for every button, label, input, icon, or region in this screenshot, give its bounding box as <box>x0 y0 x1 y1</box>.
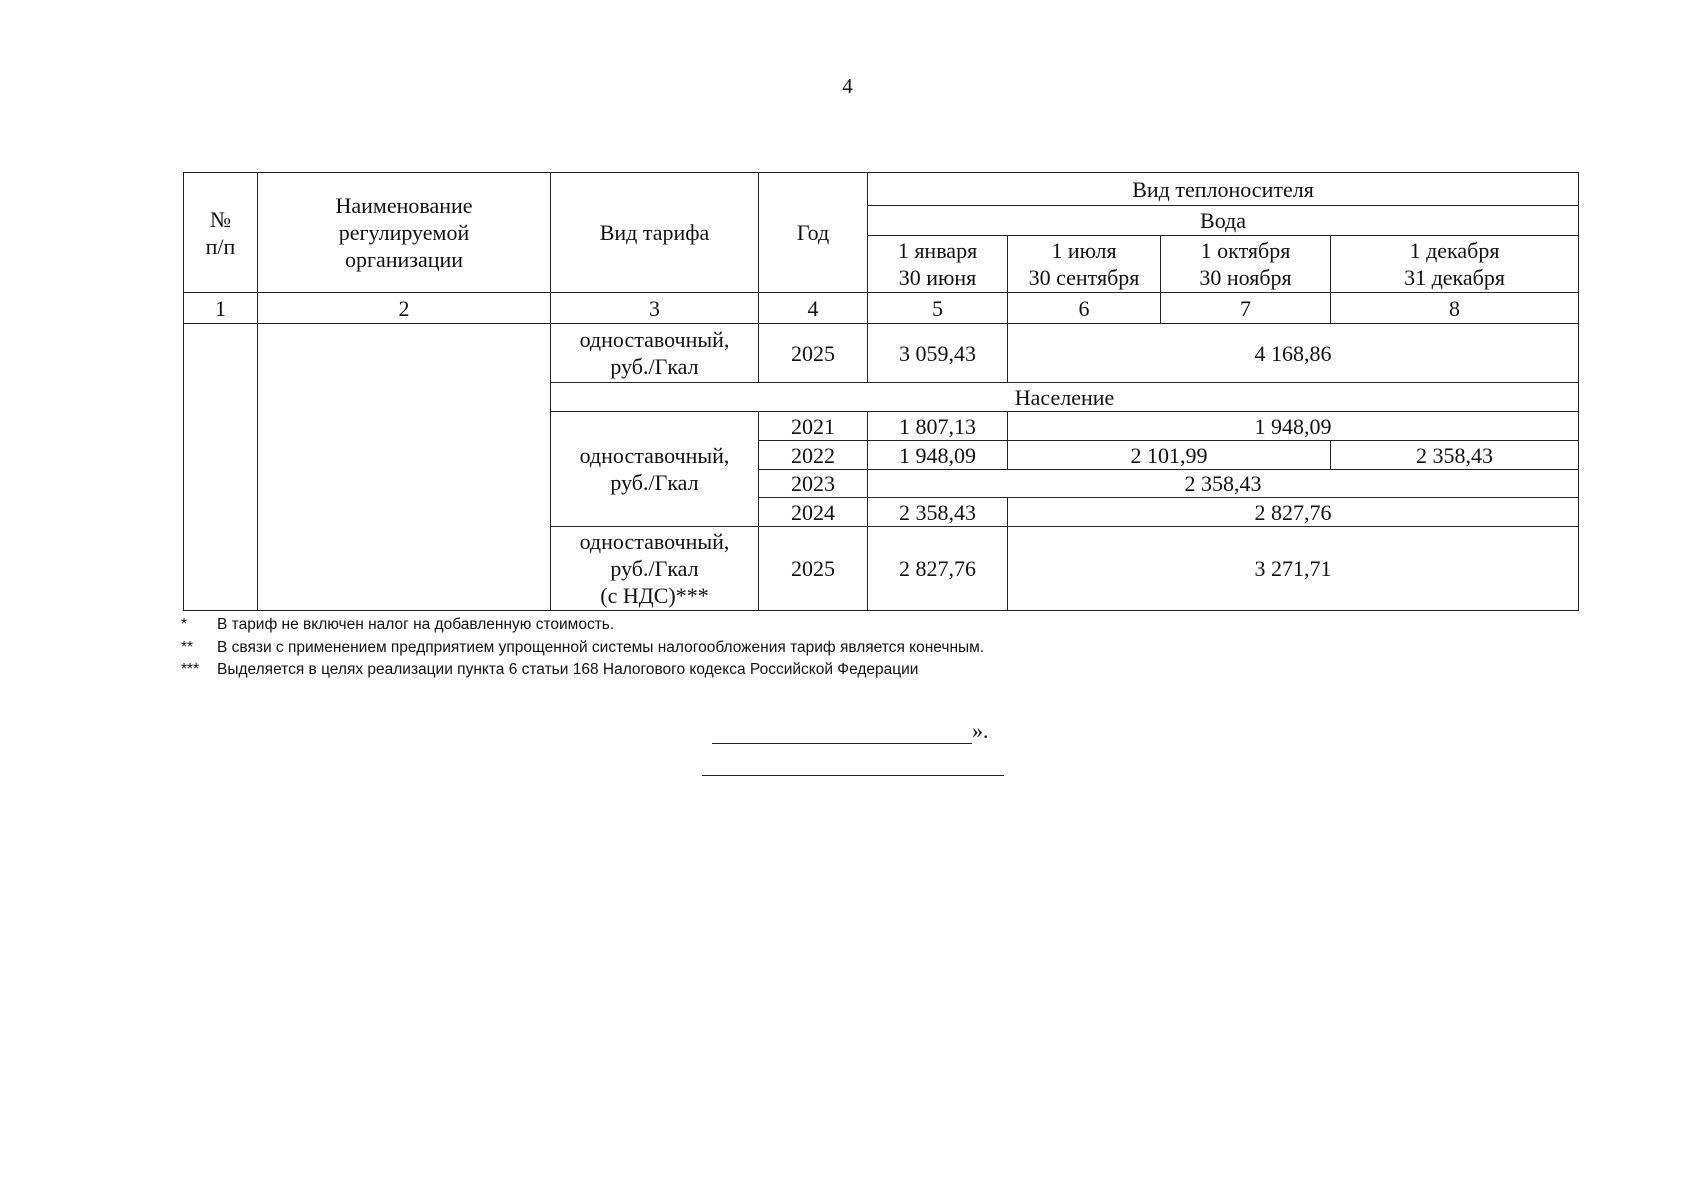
column-number: 1 <box>184 293 258 324</box>
cell-value: 4 168,86 <box>1008 324 1579 383</box>
header-year: Год <box>759 173 868 293</box>
column-number-row <box>184 293 1579 324</box>
cell-value: 1 807,13 <box>868 412 1008 441</box>
cell-value: 3 059,43 <box>868 324 1008 383</box>
cell-year: 2024 <box>759 498 868 527</box>
closing-line <box>712 718 989 744</box>
footnotes <box>181 614 1431 682</box>
footnote <box>181 637 1431 660</box>
column-number: 2 <box>258 293 551 324</box>
footnote-text: Выделяется в целях реализации пункта 6 статьи 168 Налогового кодекса Российской Федерации <box>217 661 919 678</box>
column-number: 5 <box>868 293 1008 324</box>
footnote-mark: * <box>181 616 188 633</box>
column-number: 4 <box>759 293 868 324</box>
cell-year: 2025 <box>759 324 868 383</box>
cell-value: 2 358,43 <box>868 498 1008 527</box>
cell-tariff-type: одноставочный, руб./Гкал <box>551 324 759 383</box>
population-label: Население <box>551 383 1579 412</box>
cell-tariff-type: одноставочный, руб./Гкал <box>551 412 759 527</box>
cell-organization-empty <box>258 324 551 611</box>
column-number: 3 <box>551 293 759 324</box>
footnote <box>181 659 1431 682</box>
cell-value: 1 948,09 <box>868 441 1008 470</box>
closing-quote: ». <box>972 718 989 743</box>
cell-value: 2 827,76 <box>868 527 1008 611</box>
header-number: № п/п <box>184 173 258 293</box>
header-water: Вода <box>868 206 1579 236</box>
header-period-1: 1 января 30 июня <box>868 236 1008 293</box>
cell-value: 1 948,09 <box>1008 412 1579 441</box>
header-period-4: 1 декабря 31 декабря <box>1331 236 1579 293</box>
column-number: 6 <box>1008 293 1161 324</box>
column-number: 7 <box>1161 293 1331 324</box>
signature-rule <box>712 719 972 744</box>
cell-value: 2 358,43 <box>1331 441 1579 470</box>
header-organization: Наименование регулируемой организации <box>258 173 551 293</box>
cell-value: 2 827,76 <box>1008 498 1579 527</box>
cell-tariff-type: одноставочный, руб./Гкал (с НДС)*** <box>551 527 759 611</box>
footnote-text: В тариф не включен налог на добавленную стоимость. <box>217 616 615 633</box>
footnote <box>181 614 1431 637</box>
header-period-2: 1 июля 30 сентября <box>1008 236 1161 293</box>
divider <box>702 775 1004 776</box>
tariff-table <box>183 172 1579 611</box>
header-period-3: 1 октября 30 ноября <box>1161 236 1331 293</box>
table-row <box>184 324 1579 383</box>
cell-year: 2021 <box>759 412 868 441</box>
cell-value: 2 358,43 <box>868 470 1579 498</box>
header-tariff-type: Вид тарифа <box>551 173 759 293</box>
cell-year: 2022 <box>759 441 868 470</box>
header-heat-carrier: Вид теплоносителя <box>868 173 1579 206</box>
cell-value: 2 101,99 <box>1008 441 1331 470</box>
column-number: 8 <box>1331 293 1579 324</box>
footnote-mark: ** <box>181 638 194 656</box>
cell-year: 2025 <box>759 527 868 611</box>
cell-year: 2023 <box>759 470 868 498</box>
cell-value: 3 271,71 <box>1008 527 1579 611</box>
footnote-text: В связи с применением предприятием упрощенной системы налогообложения тариф является конечным. <box>217 638 985 656</box>
footnote-mark: *** <box>181 661 200 678</box>
cell-number-empty <box>184 324 258 611</box>
page-number: 4 <box>842 74 853 98</box>
